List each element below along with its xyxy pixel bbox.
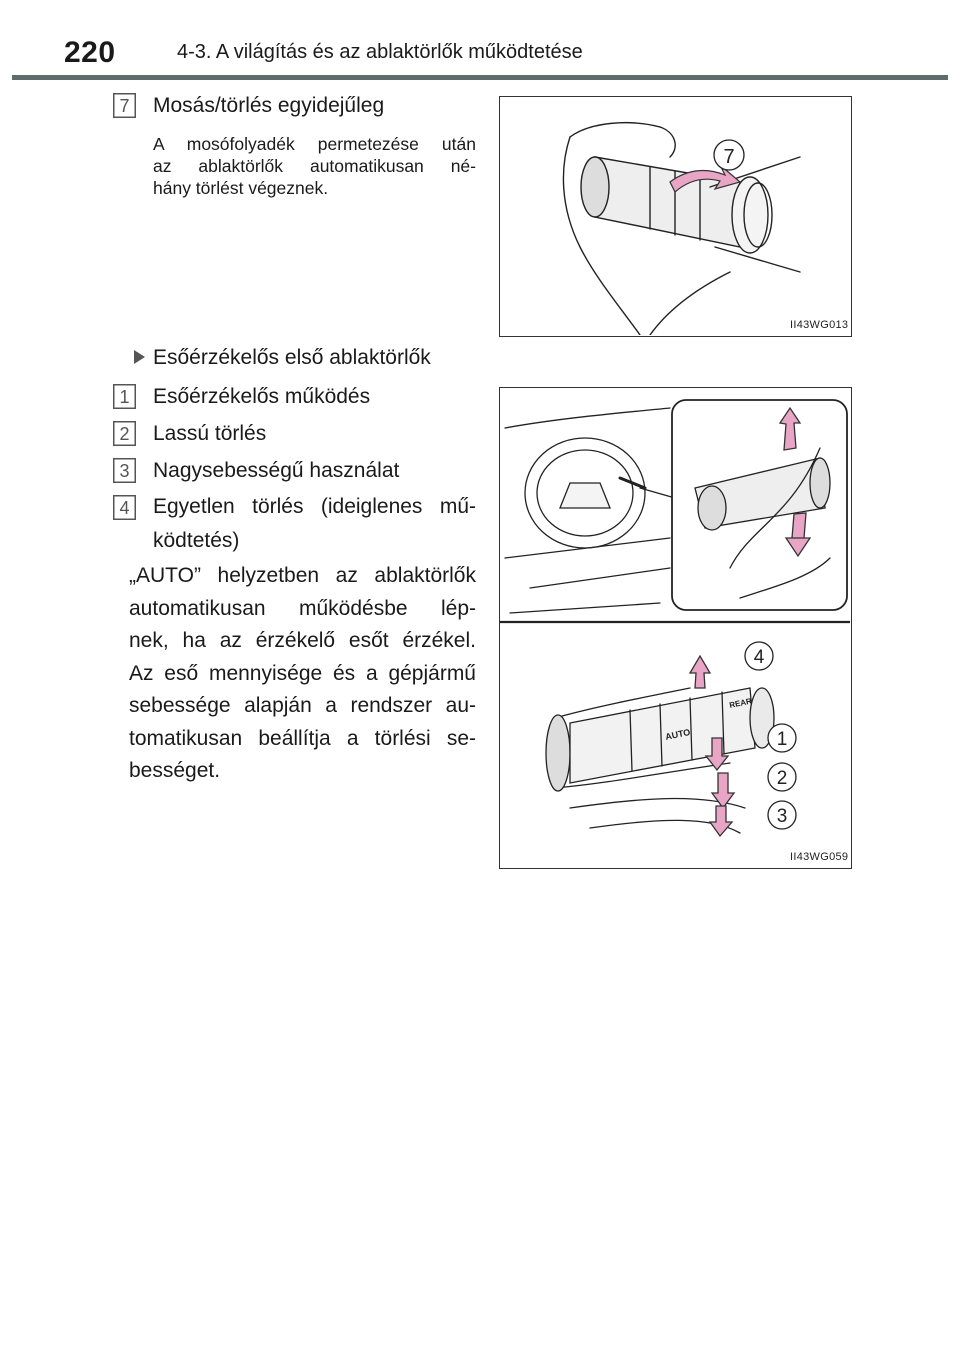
switch-rear-label: REAR — [728, 696, 753, 710]
figure1-callout: 7 — [723, 146, 735, 168]
subsection-heading: Esőérzékelős első ablaktörlők — [153, 346, 431, 369]
header-rule — [12, 75, 948, 80]
svg-text:3: 3 — [119, 461, 130, 481]
wash-lever-illustration — [500, 97, 850, 335]
rain-sensor-illustration — [500, 388, 850, 867]
item-2-text: Lassú törlés — [153, 422, 267, 445]
number-4-icon — [113, 495, 136, 520]
figure2-code: II43WG059 — [790, 851, 849, 863]
figure2-callout-4: 4 — [753, 647, 765, 668]
auto-mode-paragraph: „AUTO” helyzetben az ablaktörlők automatikusan működésbe lép- nek, ha az érzékelő esőt érzékel. Az eső mennyisége és a gépjármű sebessége alapján a rendszer au- tomatikusan beállítja a törlési se- bességet. — [129, 564, 476, 782]
number-7-icon — [113, 93, 136, 118]
item-3-text: Nagysebességű használat — [153, 459, 400, 482]
item-1-text: Esőérzékelős működés — [153, 385, 371, 408]
triangle-bullet-icon — [134, 350, 145, 364]
item-4-text: Egyetlen törlés (ideiglenes mű- ködtetés) — [153, 495, 476, 552]
figure2-callout-1: 1 — [776, 729, 788, 750]
svg-text:4: 4 — [119, 498, 130, 518]
figure2-callout-2: 2 — [776, 768, 788, 789]
figure1-code: II43WG013 — [790, 319, 849, 331]
section-7-description: A mosófolyadék permetezése után az ablaktörlők automatikusan né- hány törlést végeznek. — [153, 134, 476, 198]
number-3-icon — [113, 458, 136, 483]
switch-auto-label: AUTO — [664, 726, 692, 742]
number-2-icon — [113, 421, 136, 446]
header-title: 4-3. A világítás és az ablaktörlők működtetése — [177, 41, 583, 63]
page-number: 220 — [64, 36, 116, 69]
svg-text:1: 1 — [119, 387, 130, 407]
number-1-icon — [113, 384, 136, 409]
svg-text:2: 2 — [119, 424, 130, 444]
svg-text:7: 7 — [119, 96, 130, 116]
wash-lever-figure — [499, 96, 852, 337]
rain-sensor-figure — [499, 387, 852, 869]
section-7-heading: Mosás/törlés egyidejűleg — [153, 94, 385, 117]
figure2-callout-3: 3 — [776, 806, 788, 827]
